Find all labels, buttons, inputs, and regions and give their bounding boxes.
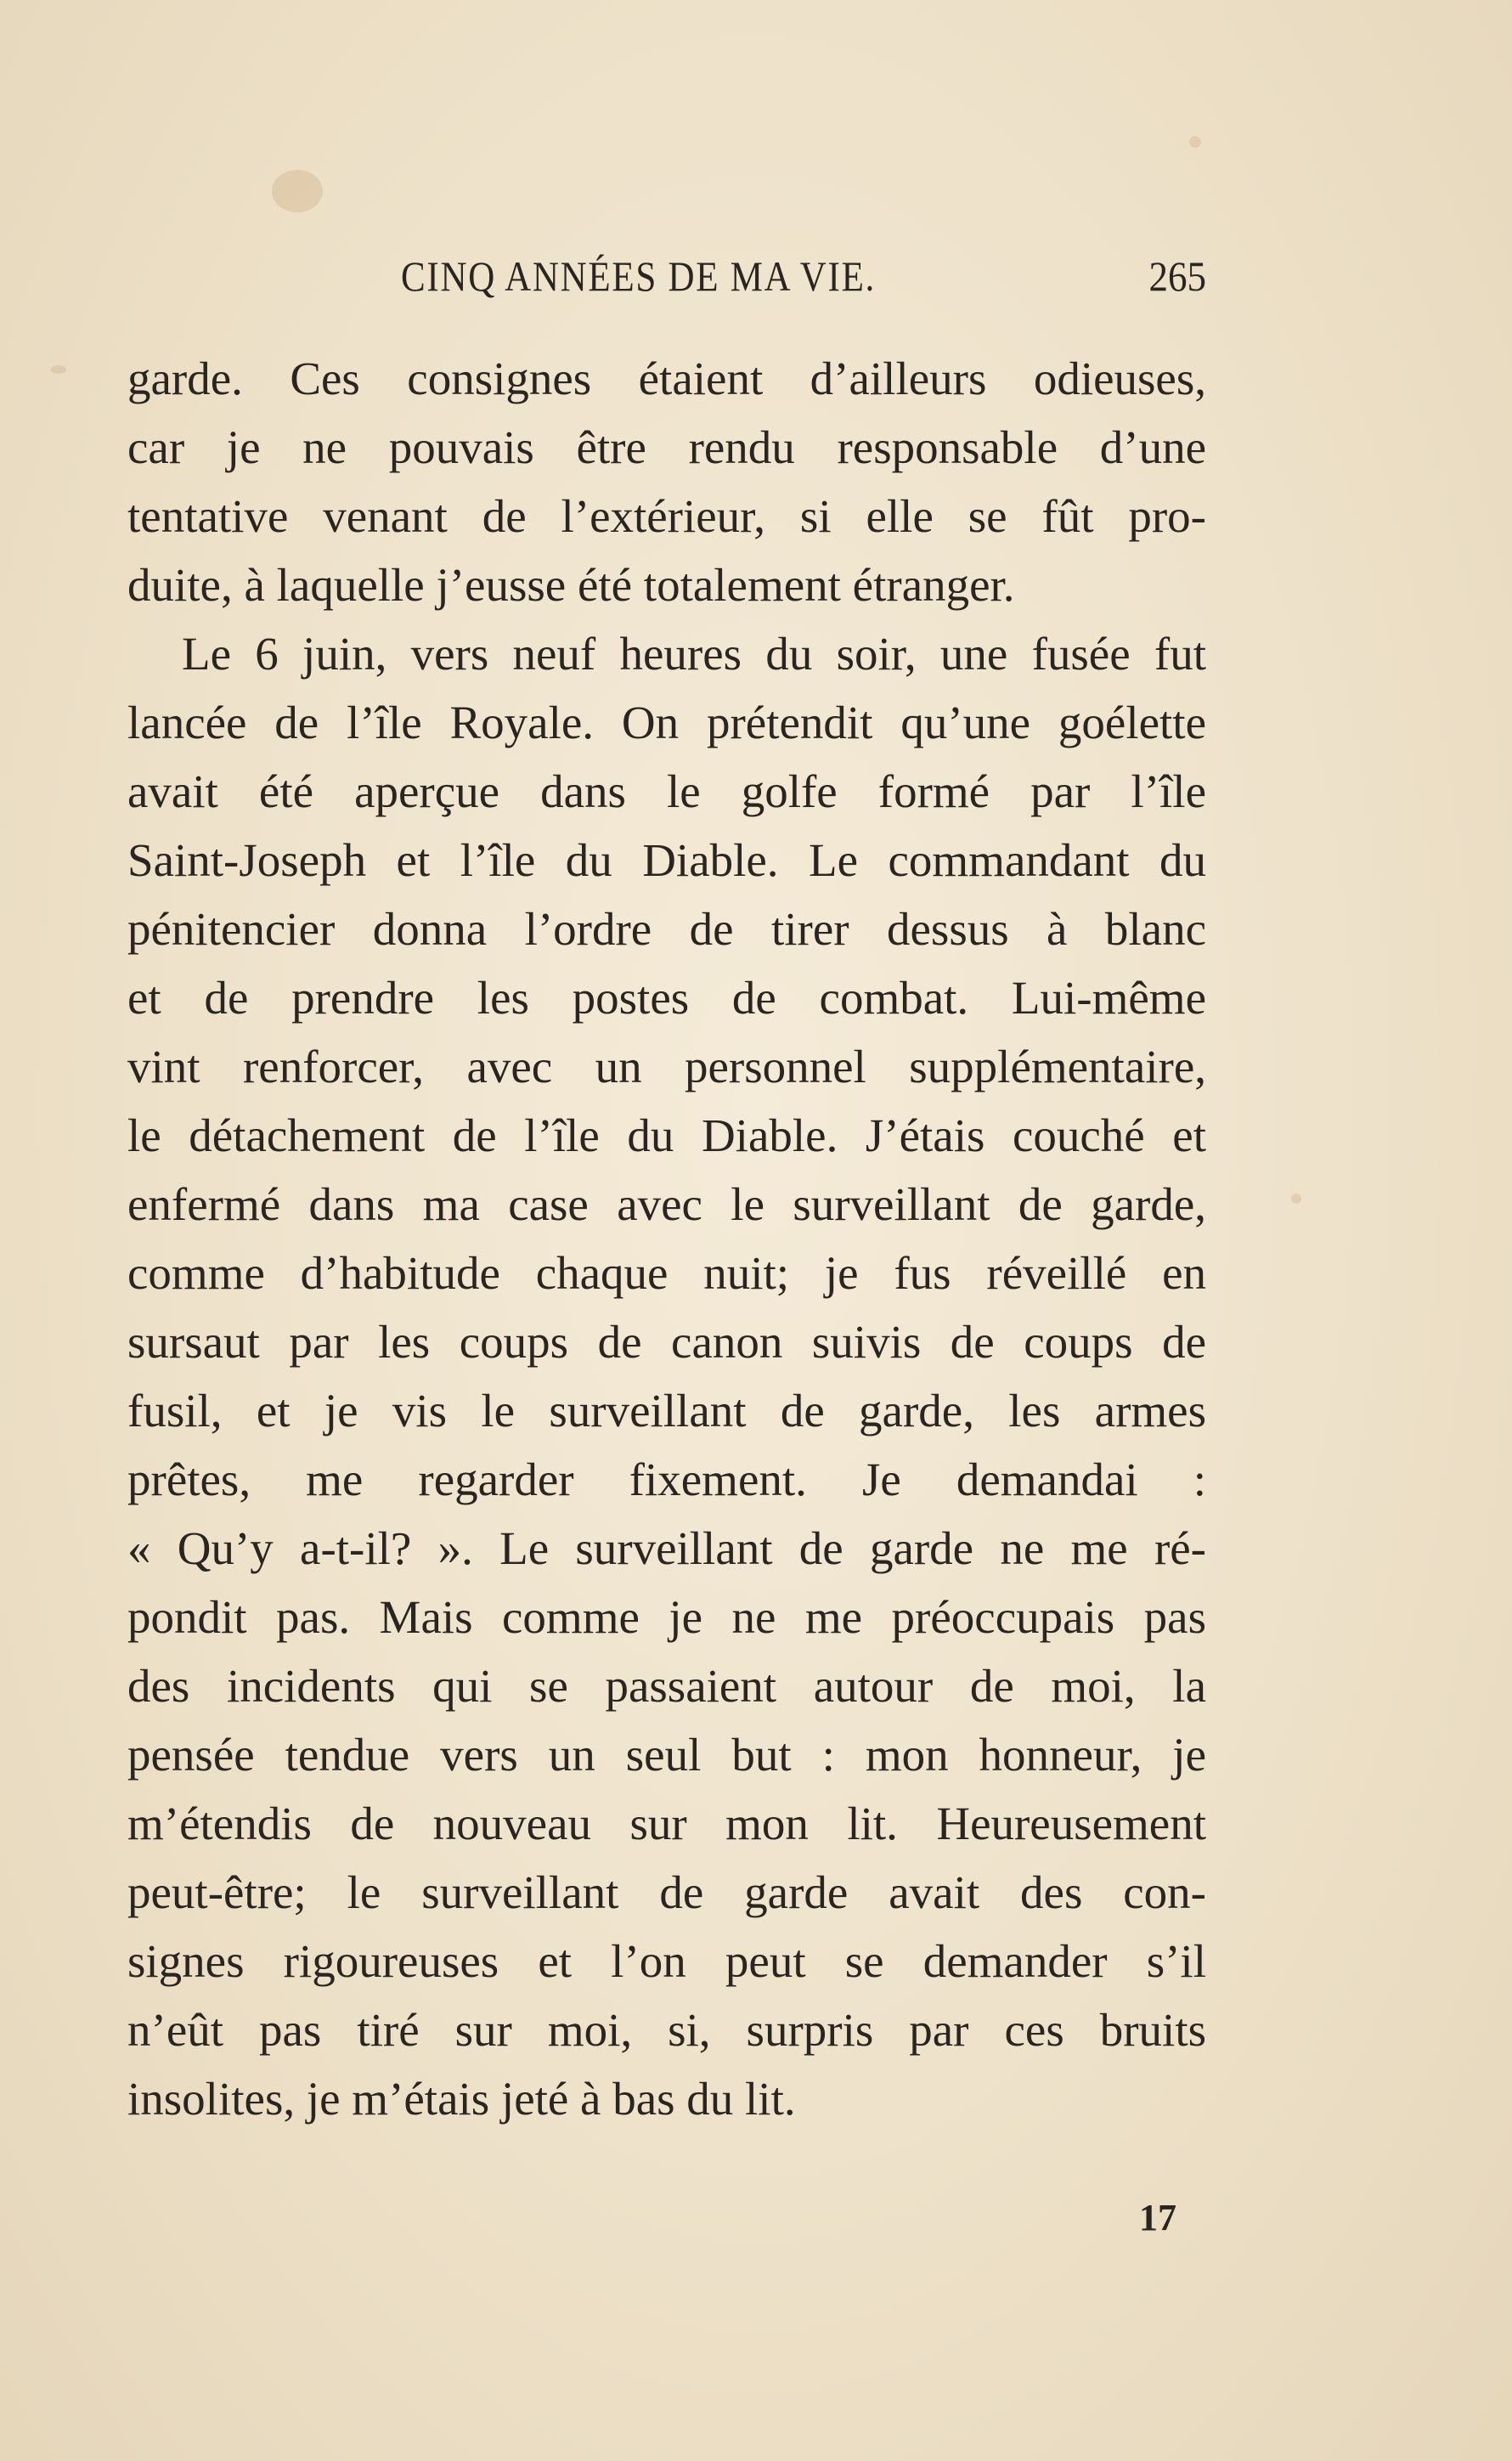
text-line: duite, à laquelle j’eusse été totalement étranger.	[127, 559, 1015, 611]
text-line: garde. Ces consignes étaient d’ailleurs odieuses,	[127, 353, 1206, 404]
page-number: 265	[1148, 252, 1206, 300]
text-line: prêtes, me regarder fixement. Je demandai :	[127, 1453, 1206, 1505]
text-line: pénitencier donna l’ordre de tirer dessus à blanc	[127, 903, 1206, 955]
text-line: tentative venant de l’extérieur, si elle se fût pro-	[127, 490, 1206, 542]
text-line: Le 6 juin, vers neuf heures du soir, une fusée fut	[182, 628, 1206, 680]
foxing-spot	[1189, 136, 1201, 148]
text-line: signes rigoureuses et l’on peut se demander s’il	[127, 1935, 1206, 1987]
text-line: comme d’habitude chaque nuit; je fus réveillé en	[127, 1247, 1206, 1299]
text-line: avait été aperçue dans le golfe formé par l’île	[127, 765, 1206, 817]
text-line: sursaut par les coups de canon suivis de coups de	[127, 1316, 1206, 1368]
foxing-spot	[272, 170, 323, 212]
text-line: pondit pas. Mais comme je ne me préoccupais pas	[127, 1591, 1206, 1643]
text-line: insolites, je m’étais jeté à bas du lit.	[127, 2073, 796, 2125]
body-text	[127, 344, 1206, 2133]
text-line: « Qu’y a-t-il? ». Le surveillant de garde ne me ré-	[127, 1522, 1206, 1574]
foxing-spot	[51, 365, 66, 374]
text-line: et de prendre les postes de combat. Lui-même	[127, 972, 1206, 1024]
running-title: CINQ ANNÉES DE MA VIE.	[401, 252, 877, 300]
text-line: Saint-Joseph et l’île du Diable. Le commandant du	[127, 834, 1206, 886]
foxing-spot	[1291, 1194, 1301, 1204]
text-line: m’étendis de nouveau sur mon lit. Heureusement	[127, 1798, 1206, 1849]
text-line: le détachement de l’île du Diable. J’étais couché et	[127, 1109, 1206, 1161]
text-line: vint renforcer, avec un personnel supplémentaire,	[127, 1041, 1206, 1092]
text-line: peut-être; le surveillant de garde avait des con-	[127, 1866, 1206, 1918]
text-line: pensée tendue vers un seul but : mon honneur, je	[127, 1729, 1206, 1781]
text-line: des incidents qui se passaient autour de moi, la	[127, 1660, 1206, 1712]
text-line: enfermé dans ma case avec le surveillant de garde,	[127, 1178, 1206, 1230]
running-header	[127, 251, 1206, 311]
text-line: car je ne pouvais être rendu responsable d’une	[127, 421, 1206, 473]
text-line: fusil, et je vis le surveillant de garde, les armes	[127, 1385, 1206, 1437]
signature-mark: 17	[1139, 2197, 1176, 2238]
text-line: n’eût pas tiré sur moi, si, surpris par ces bruits	[127, 2004, 1206, 2056]
text-line: lancée de l’île Royale. On prétendit qu’une goélette	[127, 697, 1206, 748]
